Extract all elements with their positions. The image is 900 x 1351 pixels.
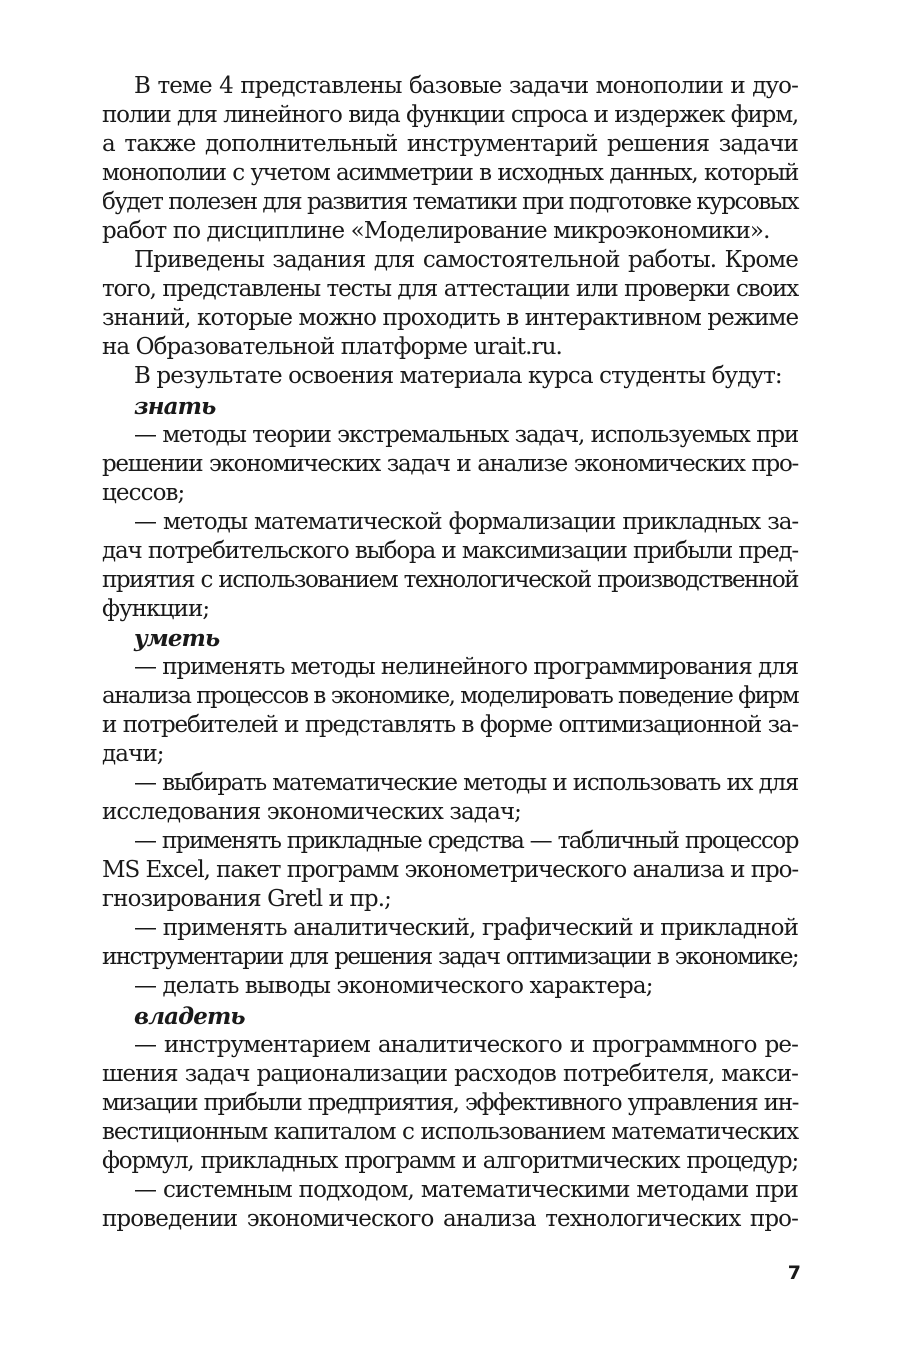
text-line: В теме 4 представлены базовые задачи монополии и дуо-	[134, 73, 798, 99]
text-line: — методы математической формализации прикладных за-	[134, 508, 798, 535]
text-line: шения задач рационализации расходов потребителя, макси-	[102, 1060, 798, 1087]
text-line: знаний, которые можно проходить в интерактивном режиме	[102, 305, 799, 332]
text-line: проведении экономического анализа технологических про-	[102, 1205, 798, 1232]
text-line: В результате освоения материала курса студенты будут:	[134, 363, 782, 390]
text-line: — применять методы нелинейного программирования для	[134, 653, 798, 680]
text-line: Приведены задания для самостоятельной работы. Кроме	[134, 247, 798, 274]
text-line: цессов;	[102, 479, 185, 506]
text-line: вестиционным капиталом с использованием математических	[102, 1118, 798, 1145]
text-line: того, представлены тесты для аттестации или проверки своих	[102, 276, 798, 303]
text-line: — делать выводы экономического характера;	[134, 973, 653, 1000]
text-line: решении экономических задач и анализе экономических про-	[102, 450, 798, 477]
text-line: гнозирования Gretl и пр.;	[102, 886, 391, 913]
text-line: — инструментарием аналитического и программного ре-	[134, 1031, 798, 1058]
text-line: работ по дисциплине «Моделирование микроэкономики».	[102, 218, 770, 245]
text-line: анализа процессов в экономике, моделировать поведение фирм	[102, 682, 799, 709]
text-line: на Образовательной платформе urait.ru.	[102, 334, 562, 361]
text-line: инструментарии для решения задач оптимизации в экономике;	[102, 944, 798, 971]
text-line: формул, прикладных программ и алгоритмических процедур;	[102, 1147, 798, 1174]
text-line: монополии с учетом асимметрии в исходных данных, который	[102, 160, 798, 187]
text-line: — методы теории экстремальных задач, используемых при	[134, 421, 798, 448]
text-line: исследования экономических задач;	[102, 799, 522, 826]
text-line: дач потребительского выбора и максимизации прибыли пред-	[102, 537, 798, 564]
text-line: и потребителей и представлять в форме оптимизационной за-	[102, 712, 798, 739]
text-line: а также дополнительный инструментарий решения задачи	[102, 131, 798, 158]
text-line: будет полезен для развития тематики при подготовке курсовых	[102, 189, 798, 216]
page-number: 7	[787, 1262, 801, 1284]
text-line: — выбирать математические методы и использовать их для	[134, 770, 798, 797]
text-line: мизации прибыли предприятия, эффективного управления ин-	[102, 1089, 798, 1116]
section-heading-know: знать	[134, 392, 216, 420]
text-line: полии для линейного вида функции спроса и издержек фирм,	[102, 102, 798, 129]
text-line: функции;	[102, 595, 210, 622]
section-heading-master: владеть	[134, 1002, 245, 1030]
page-body	[102, 72, 798, 1234]
text-line: MS Excel, пакет программ эконометрического анализа и про-	[102, 857, 798, 884]
text-line: — системным подходом, математическими методами при	[134, 1176, 798, 1203]
text-line: дачи;	[102, 741, 164, 768]
text-line: — применять аналитический, графический и прикладной	[134, 915, 798, 942]
text-line: — применять прикладные средства — табличный процессор	[134, 828, 798, 855]
section-heading-be-able: уметь	[134, 624, 220, 652]
text-line: приятия с использованием технологической производственной	[102, 566, 798, 593]
